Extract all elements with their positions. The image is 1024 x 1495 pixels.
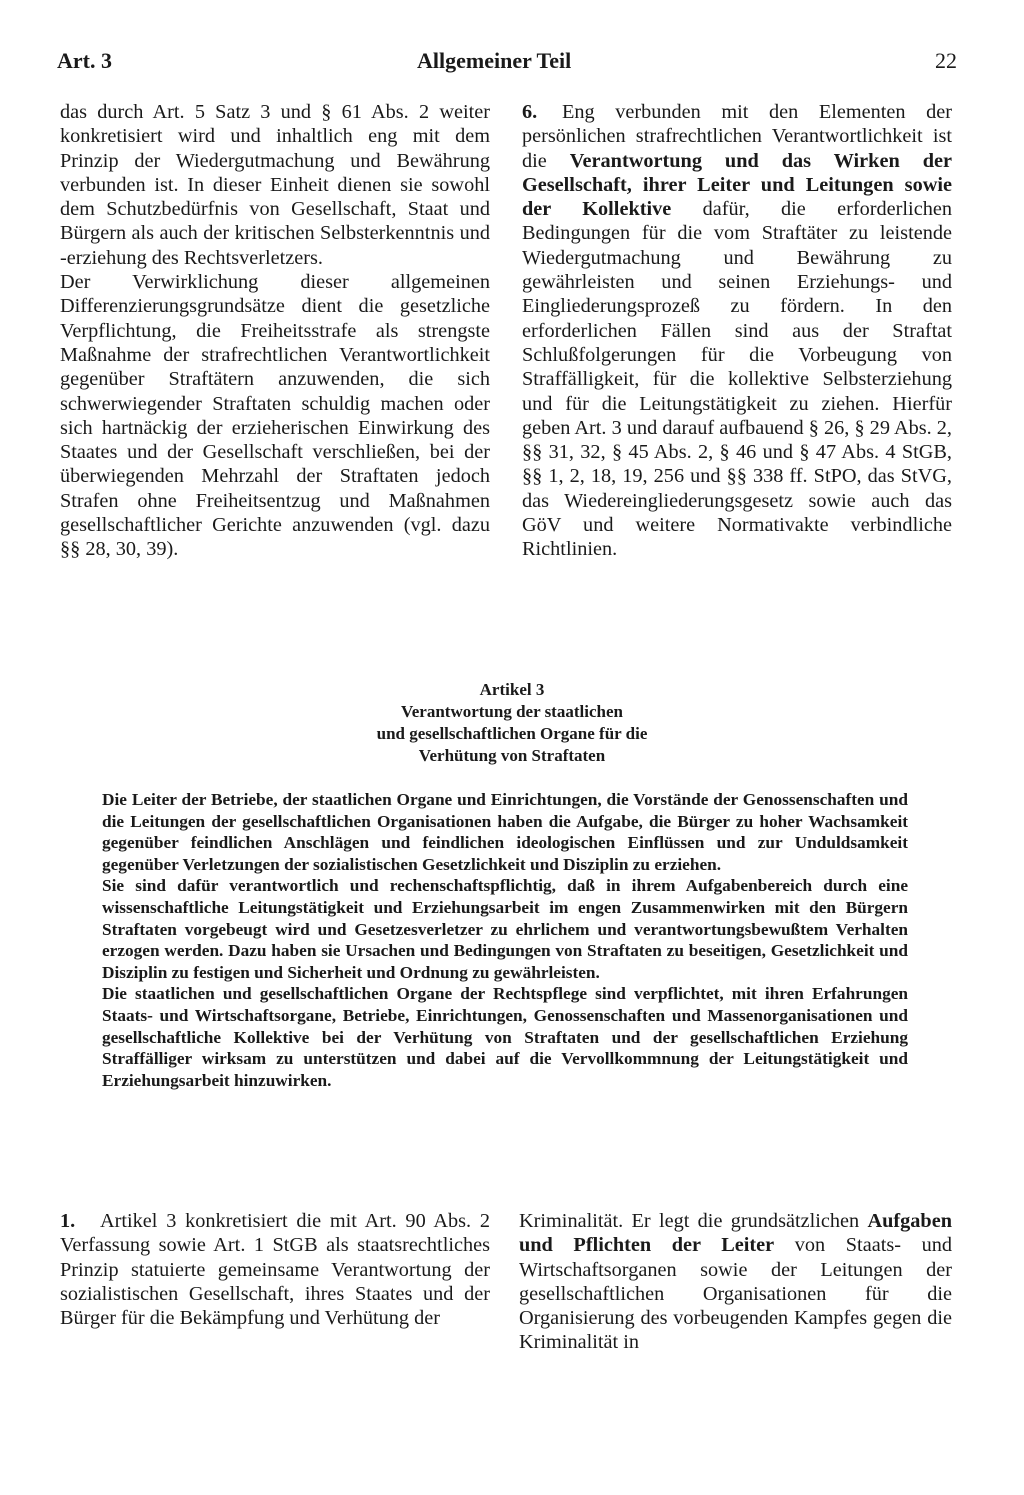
text-segment: Kriminalität. Er legt die grundsätzlichen	[519, 1210, 860, 1232]
paragraph-number: 1.	[60, 1210, 76, 1232]
text-segment: Eng verbunden mit den Elementen der persönlichen strafrechtlichen Verantwortlichkeit ist die	[522, 101, 952, 172]
top-left-column	[60, 100, 490, 562]
text-segment: dafür, die erforderlichen Bedingungen für die vom Straftäter zu leistende Wiedergutmachung und Bewährung zu gewährleisten und seinen Erziehungs- und Eingliederungsprozeß zu fördern. In den erforderlichen Fällen sind aus der Straftat Schlußfolgerungen für die Vorbeugung von Straffälligkeit, für die kollektive Selbsterziehung und für die Leitungstätigkeit zu ziehen. Hierfür geben Art. 3 und darauf aufbauend § 26, § 29 Abs. 2, §§ 31, 32, § 45 Abs. 2, § 46 und § 47 Abs. 4 StGB, §§ 1, 2, 18, 19, 256 und §§ 338 ff. StPO, das StVG, das Wiedereingliederungsgesetz sowie auch das GöV und weitere Normativakte verbindliche Richtlinien.	[522, 198, 952, 561]
article-reference: Art. 3	[57, 48, 112, 73]
article-title-line: Verantwortung der staatlichen	[401, 702, 623, 721]
article-label: Artikel 3	[479, 680, 545, 699]
paragraph: das durch Art. 5 Satz 3 und § 61 Abs. 2 weiter konkretisiert wird und inhaltlich eng mit dem Prinzip der Wiedergutmachung und Bewährung verbunden ist. In dieser Einheit dienen sie sowohl dem Schutzbedürfnis von Gesellschaft, Staat und Bürgern als auch der kritischen Selbsterkenntnis und -erziehung des Rechtsverletzers.	[60, 101, 490, 269]
bold-text-segment: Aufgaben und Pflichten der Leiter	[519, 1210, 952, 1257]
law-paragraph: Die Leiter der Betriebe, der staatlichen Organe und Einrichtungen, die Vorstände der Genossenschaften und die Leitungen der gesellschaftlichen Organisationen haben die Aufgabe, die Bürger zu hoher Wachsamkeit gegenüber feindlichen Anschlägen und feindlichen ideologischen Einflüssen und zur Unduldsamkeit gegenüber Verletzungen der sozialistischen Gesetzlichkeit und Disziplin zu erziehen.	[102, 790, 908, 874]
commentary-paragraph-6	[522, 100, 952, 562]
section-title: Allgemeiner Teil	[417, 48, 572, 73]
law-text	[102, 789, 908, 1091]
bold-text-segment: Verantwortung und das Wirken der Gesellschaft, ihrer Leiter und Leitungen sowie der Kollektive	[522, 149, 952, 221]
page-header	[57, 48, 957, 84]
paragraph-number: 6.	[522, 101, 538, 123]
page-number: 22	[935, 48, 957, 73]
text-segment: von Staats- und Wirtschaftsorganen sowie der Leitungen der gesellschaftlichen Organisationen für die Organisierung des vorbeugenden Kampfes gegen die Kriminalität in	[519, 1234, 952, 1354]
bottom-right-column	[519, 1209, 952, 1355]
law-paragraph: Die staatlichen und gesellschaftlichen Organe der Rechtspflege sind verpflichtet, mit ihren Erfahrungen Staats- und Wirtschaftsorgane, Betriebe, Einrichtungen, Genossenschaften und Massenorganisationen und gesellschaftliche Kollektive bei der Verhütung von Straftaten und der gesellschaftlichen Erziehung Straffälliger wirksam zu unterstützen und dabei auf die Vervollkommnung der Leitungstätigkeit und Erziehungsarbeit hinzuwirken.	[102, 984, 908, 1090]
text-segment: Artikel 3 konkretisiert die mit Art. 90 Abs. 2 Verfassung sowie Art. 1 StGB als staatsrechtliches Prinzip statuierte gemeinsame Verantwortung der sozialistischen Gesellschaft, ihres Staates und der Bürger für die Bekämpfung und Verhütung der	[60, 1210, 490, 1330]
paragraph	[519, 1209, 952, 1355]
article-title-line: und gesellschaftlichen Organe für die	[376, 724, 648, 743]
bottom-left-column	[60, 1209, 490, 1330]
paragraph: Der Verwirklichung dieser allgemeinen Differenzierungsgrundsätze dient die gesetzliche Verpflichtung, die Freiheitsstrafe als strengste Maßnahme der strafrechtlichen Verantwortlichkeit gegenüber Straftätern anzuwenden, die sich schwerwiegender Straftaten schuldig machen oder sich hartnäckig der erzieherischen Einwirkung des Staates und der Gesellschaft verschließen, bei der überwiegenden Mehrzahl der Straftaten jedoch Strafen ohne Freiheitsentzug und Maßnahmen gesellschaftlicher Gerichte anzuwenden (vgl. dazu §§ 28, 30, 39).	[60, 271, 490, 561]
top-right-column	[522, 100, 952, 562]
law-paragraph: Sie sind dafür verantwortlich und rechenschaftspflichtig, daß in ihrem Aufgabenbereich durch eine wissenschaftliche Leitungstätigkeit und Erziehungsarbeit im engen Zusammenwirken mit den Bürgern Straftaten vorgebeugt wird und Gesetzesverletzer zu ehrlichem und verantwortungsbewußtem Verhalten erzogen werden. Dazu haben sie Ursachen und Bedingungen von Straftaten zu beseitigen, Gesetzlichkeit und Disziplin zu festigen und Sicherheit und Ordnung zu gewährleisten.	[102, 876, 908, 982]
article-heading	[262, 679, 762, 767]
article-title-line: Verhütung von Straftaten	[418, 746, 606, 765]
commentary-paragraph-1	[60, 1209, 490, 1330]
